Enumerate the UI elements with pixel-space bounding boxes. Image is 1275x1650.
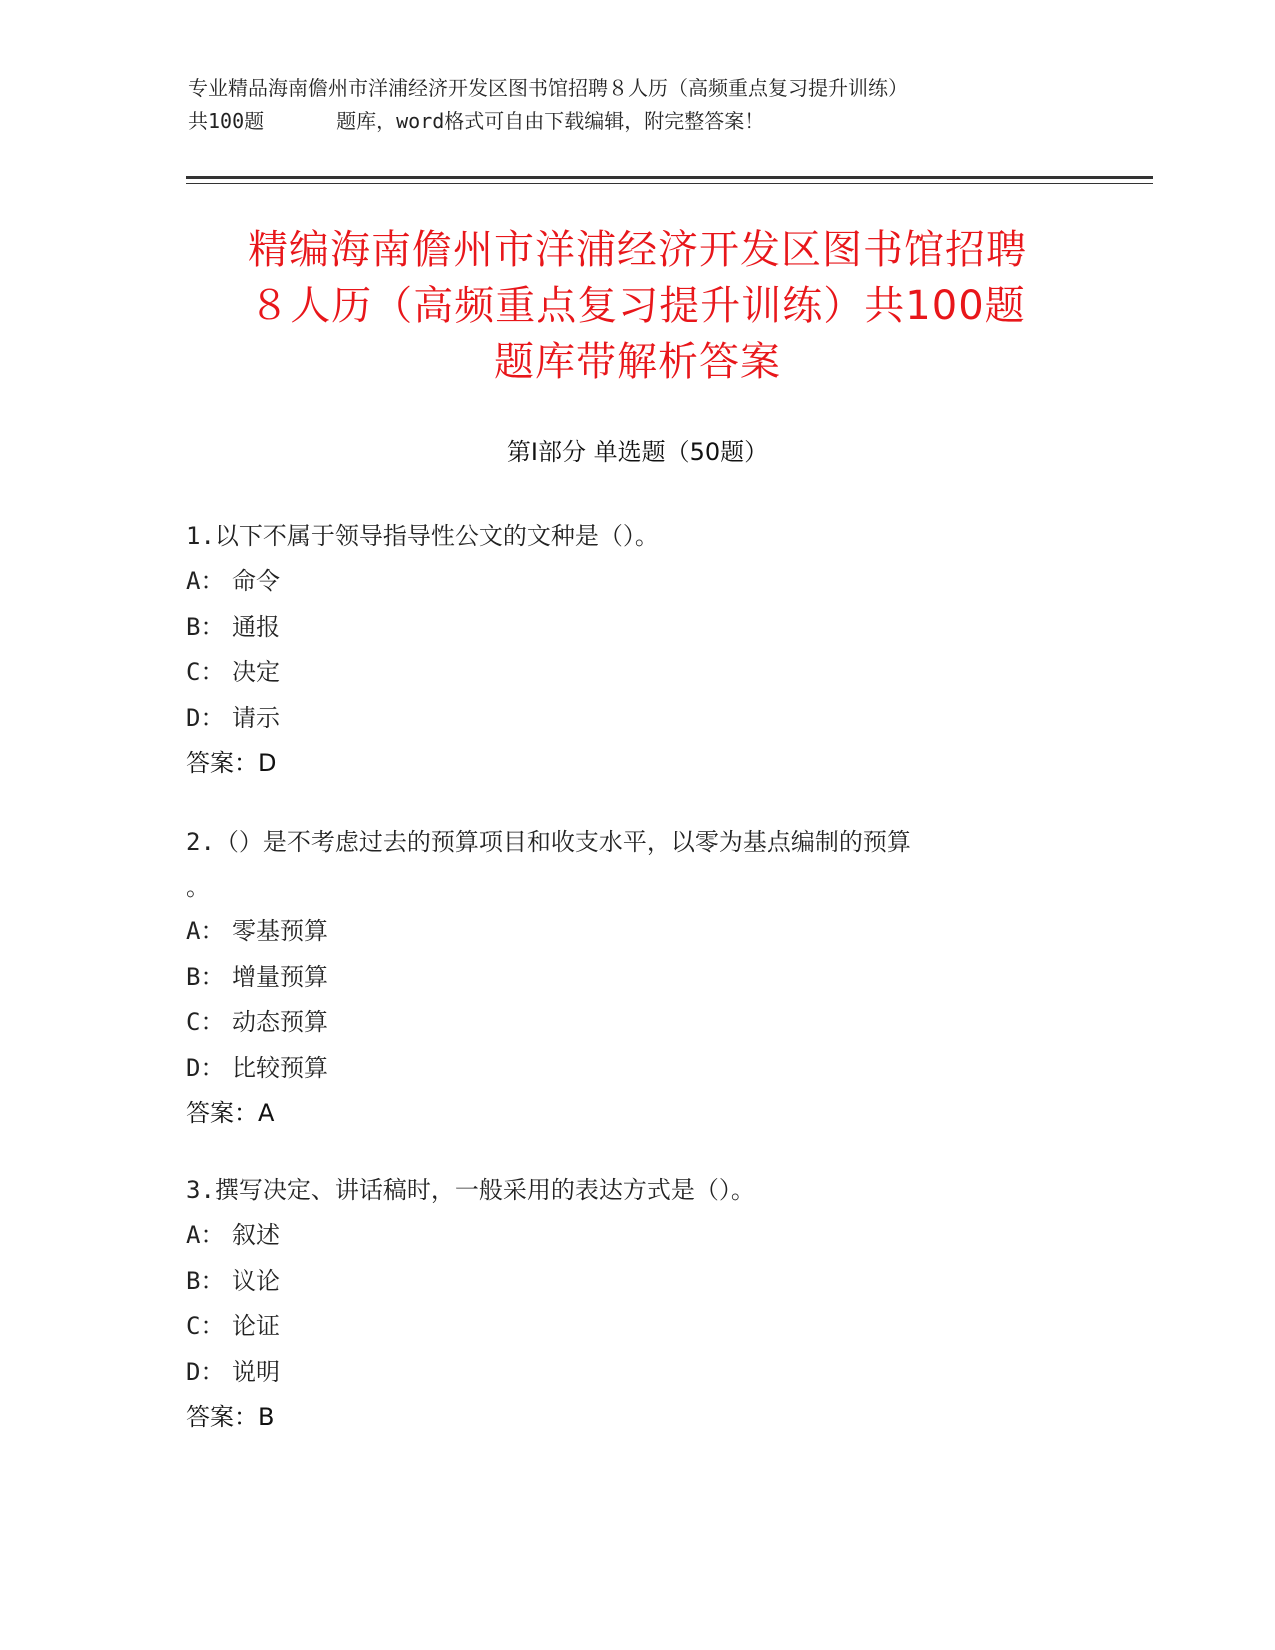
option-a	[186, 1213, 1086, 1259]
title-line-3: 题库带解析答案	[494, 339, 781, 385]
header-divider-thick	[186, 176, 1153, 179]
option-b	[186, 605, 1086, 651]
option-text: 叙述	[232, 1221, 280, 1249]
option-key: D：	[186, 703, 225, 732]
option-text: 命令	[232, 567, 280, 595]
option-d	[186, 1350, 1086, 1396]
option-text: 说明	[232, 1357, 280, 1386]
option-text: 通报	[232, 612, 280, 641]
answer-label: 答案：A	[186, 1099, 275, 1127]
option-d	[186, 1046, 1086, 1092]
question-2	[186, 820, 1086, 1136]
option-b	[186, 955, 1086, 1001]
option-text: 请示	[232, 703, 280, 732]
option-key: B：	[186, 1266, 225, 1295]
header-note	[188, 72, 1108, 138]
option-text: 动态预算	[232, 1008, 328, 1036]
option-text: 增量预算	[232, 962, 328, 991]
question-stem: 3.撰写决定、讲话稿时，一般采用的表达方式是（）。	[186, 1176, 755, 1204]
header-note-count: 共100题	[188, 109, 265, 133]
option-d	[186, 696, 1086, 742]
option-text: 比较预算	[232, 1053, 328, 1082]
option-key: C：	[186, 1312, 225, 1340]
option-text: 论证	[232, 1312, 280, 1340]
option-c	[186, 1304, 1086, 1350]
question-1	[186, 514, 1086, 786]
option-key: C：	[186, 1008, 225, 1036]
option-b	[186, 1259, 1086, 1305]
option-key: A：	[186, 917, 225, 945]
option-key: D：	[186, 1053, 225, 1082]
option-key: A：	[186, 1221, 225, 1249]
question-stem: 1.以下不属于领导指导性公文的文种是（）。	[186, 522, 659, 550]
header-note-line-2	[188, 105, 1108, 138]
answer-label: 答案：B	[186, 1403, 275, 1431]
title-line-1: 精编海南儋州市洋浦经济开发区图书馆招聘	[248, 227, 1027, 273]
answer-label: 答案：D	[186, 749, 277, 777]
header-note-format: 题库，word格式可自由下载编辑，附完整答案！	[336, 109, 765, 133]
option-c	[186, 650, 1086, 696]
header-divider-thin	[186, 183, 1153, 184]
option-key: A：	[186, 567, 225, 595]
option-key: B：	[186, 612, 225, 641]
header-note-line-1: 专业精品海南儋州市洋浦经济开发区图书馆招聘８人历（高频重点复习提升训练）	[188, 76, 908, 100]
question-3	[186, 1168, 1086, 1440]
option-key: D：	[186, 1357, 225, 1386]
option-a	[186, 909, 1086, 955]
option-c	[186, 1000, 1086, 1046]
document-title	[160, 222, 1115, 390]
option-key: C：	[186, 658, 225, 686]
question-stem-tail: 。	[186, 873, 210, 901]
option-text: 零基预算	[232, 917, 328, 945]
question-stem: 2.（）是不考虑过去的预算项目和收支水平，以零为基点编制的预算	[186, 828, 911, 856]
title-line-2: ８人历（高频重点复习提升训练）共100题	[249, 283, 1026, 329]
option-a	[186, 559, 1086, 605]
option-key: B：	[186, 962, 225, 991]
section-title: 第Ⅰ部分 单选题（50题）	[506, 438, 769, 466]
option-text: 议论	[232, 1266, 280, 1295]
option-text: 决定	[232, 658, 280, 686]
